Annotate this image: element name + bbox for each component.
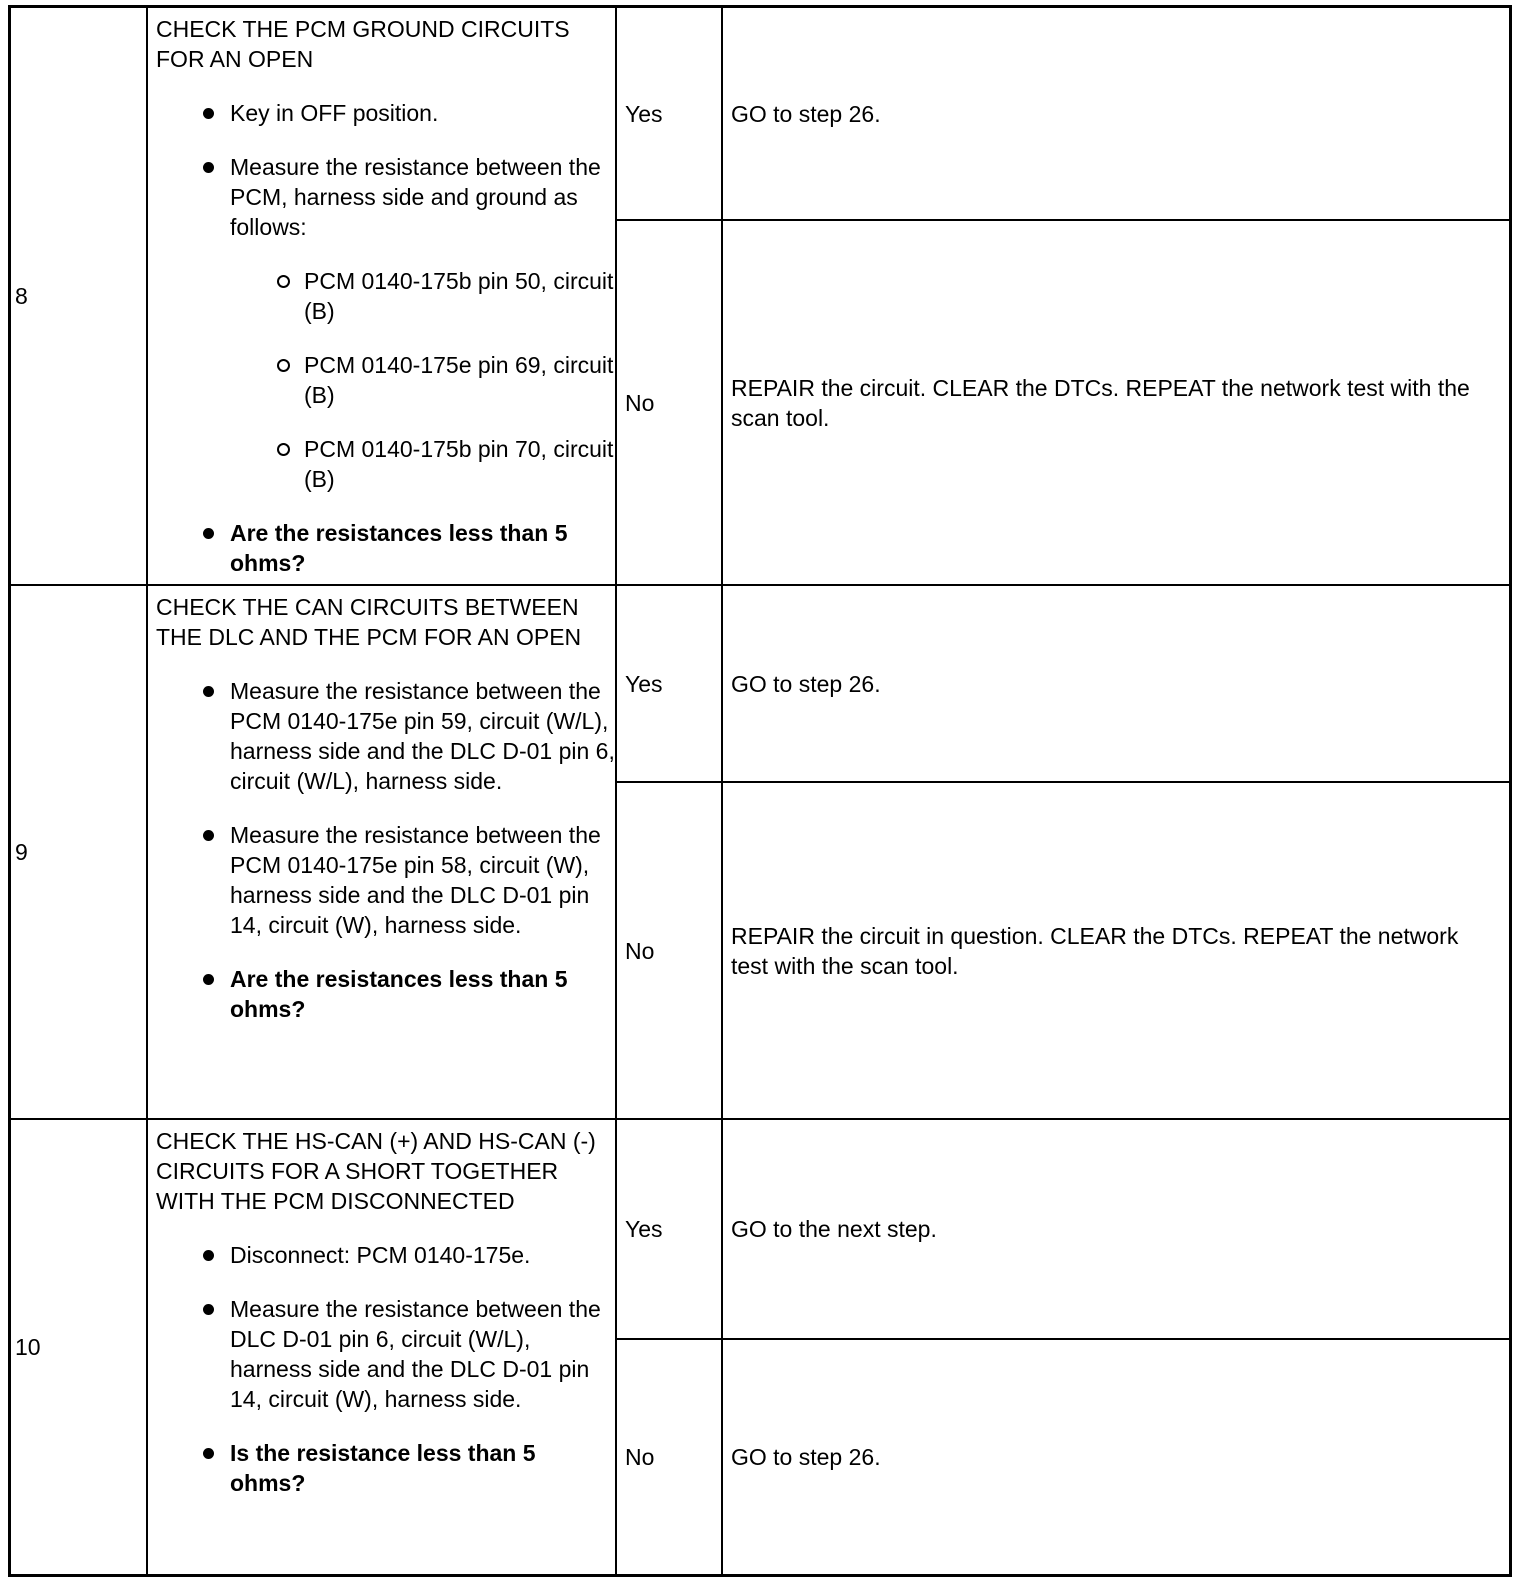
answer-no-label: No [625, 389, 655, 416]
action-yes-text: GO to the next step. [731, 1216, 937, 1242]
sub-instruction-list [230, 266, 616, 494]
step-number [15, 586, 28, 1118]
answer-no [625, 1340, 654, 1574]
answer-yes-label: Yes [625, 670, 663, 697]
action-yes [731, 8, 1501, 219]
answer-yes-label: Yes [625, 100, 663, 127]
step-number-text: 9 [15, 839, 28, 865]
action-no-text: REPAIR the circuit. CLEAR the DTCs. REPEAT the network test with the scan tool. [731, 374, 1470, 431]
column-divider [146, 8, 148, 1574]
step-number-text: 8 [15, 283, 28, 309]
answer-no [625, 221, 654, 584]
action-no-text: GO to step 26. [731, 1444, 881, 1470]
action-no [731, 1340, 1501, 1574]
sub-instruction-item: PCM 0140-175e pin 69, circuit (B) [230, 350, 616, 410]
sub-instruction-item: PCM 0140-175b pin 50, circuit (B) [230, 266, 616, 326]
action-no-text: REPAIR the circuit in question. CLEAR the DTCs. REPEAT the network test with the scan tool. [731, 922, 1459, 979]
answer-no [625, 783, 654, 1118]
step-title: CHECK THE CAN CIRCUITS BETWEEN THE DLC AND THE PCM FOR AN OPEN [156, 594, 582, 650]
step-number [15, 1120, 41, 1574]
action-no [731, 221, 1501, 584]
question-item: Is the resistance less than 5 ohms? [156, 1438, 616, 1498]
instruction-item: Measure the resistance between the PCM 0140-175e pin 58, circuit (W), harness side and the DLC D-01 pin 14, circuit (W), harness side. [156, 820, 616, 940]
action-yes-text: GO to step 26. [731, 100, 881, 127]
step-number [15, 8, 28, 584]
instruction-list [156, 676, 616, 1024]
sub-instruction-item: PCM 0140-175b pin 70, circuit (B) [230, 434, 616, 494]
instruction-item [156, 152, 616, 494]
step-number-text: 10 [15, 1334, 41, 1360]
answer-no-label: No [625, 937, 655, 964]
step-title: CHECK THE HS-CAN (+) AND HS-CAN (-) CIRCUITS FOR A SHORT TOGETHER WITH THE PCM DISCONNECTED [156, 1128, 596, 1214]
answer-yes [625, 8, 663, 219]
step-description [156, 1120, 616, 1498]
instruction-item: Key in OFF position. [156, 98, 616, 128]
action-yes-text: GO to step 26. [731, 670, 881, 697]
instruction-list [156, 98, 616, 578]
instruction-item: Measure the resistance between the PCM 0140-175e pin 59, circuit (W/L), harness side and the DLC D-01 pin 6, circuit (W/L), harness side. [156, 676, 616, 796]
instruction-list [156, 1240, 616, 1498]
step-title: CHECK THE PCM GROUND CIRCUITS FOR AN OPEN [156, 16, 570, 72]
step-description [156, 586, 616, 1024]
action-no [731, 783, 1501, 1118]
answer-no-label: No [625, 1444, 655, 1470]
answer-yes [625, 1120, 663, 1338]
answer-yes [625, 586, 663, 781]
action-yes [731, 586, 1501, 781]
diagnostic-table [8, 5, 1512, 1577]
instruction-text: Measure the resistance between the PCM, harness side and ground as follows: [230, 154, 601, 240]
answer-yes-label: Yes [625, 1216, 663, 1242]
action-yes [731, 1120, 1501, 1338]
question-item: Are the resistances less than 5 ohms? [156, 518, 616, 578]
step-description [156, 8, 616, 578]
question-item: Are the resistances less than 5 ohms? [156, 964, 616, 1024]
instruction-item: Disconnect: PCM 0140-175e. [156, 1240, 616, 1270]
instruction-item: Measure the resistance between the DLC D-01 pin 6, circuit (W/L), harness side and the DLC D-01 pin 14, circuit (W), harness side. [156, 1294, 616, 1414]
